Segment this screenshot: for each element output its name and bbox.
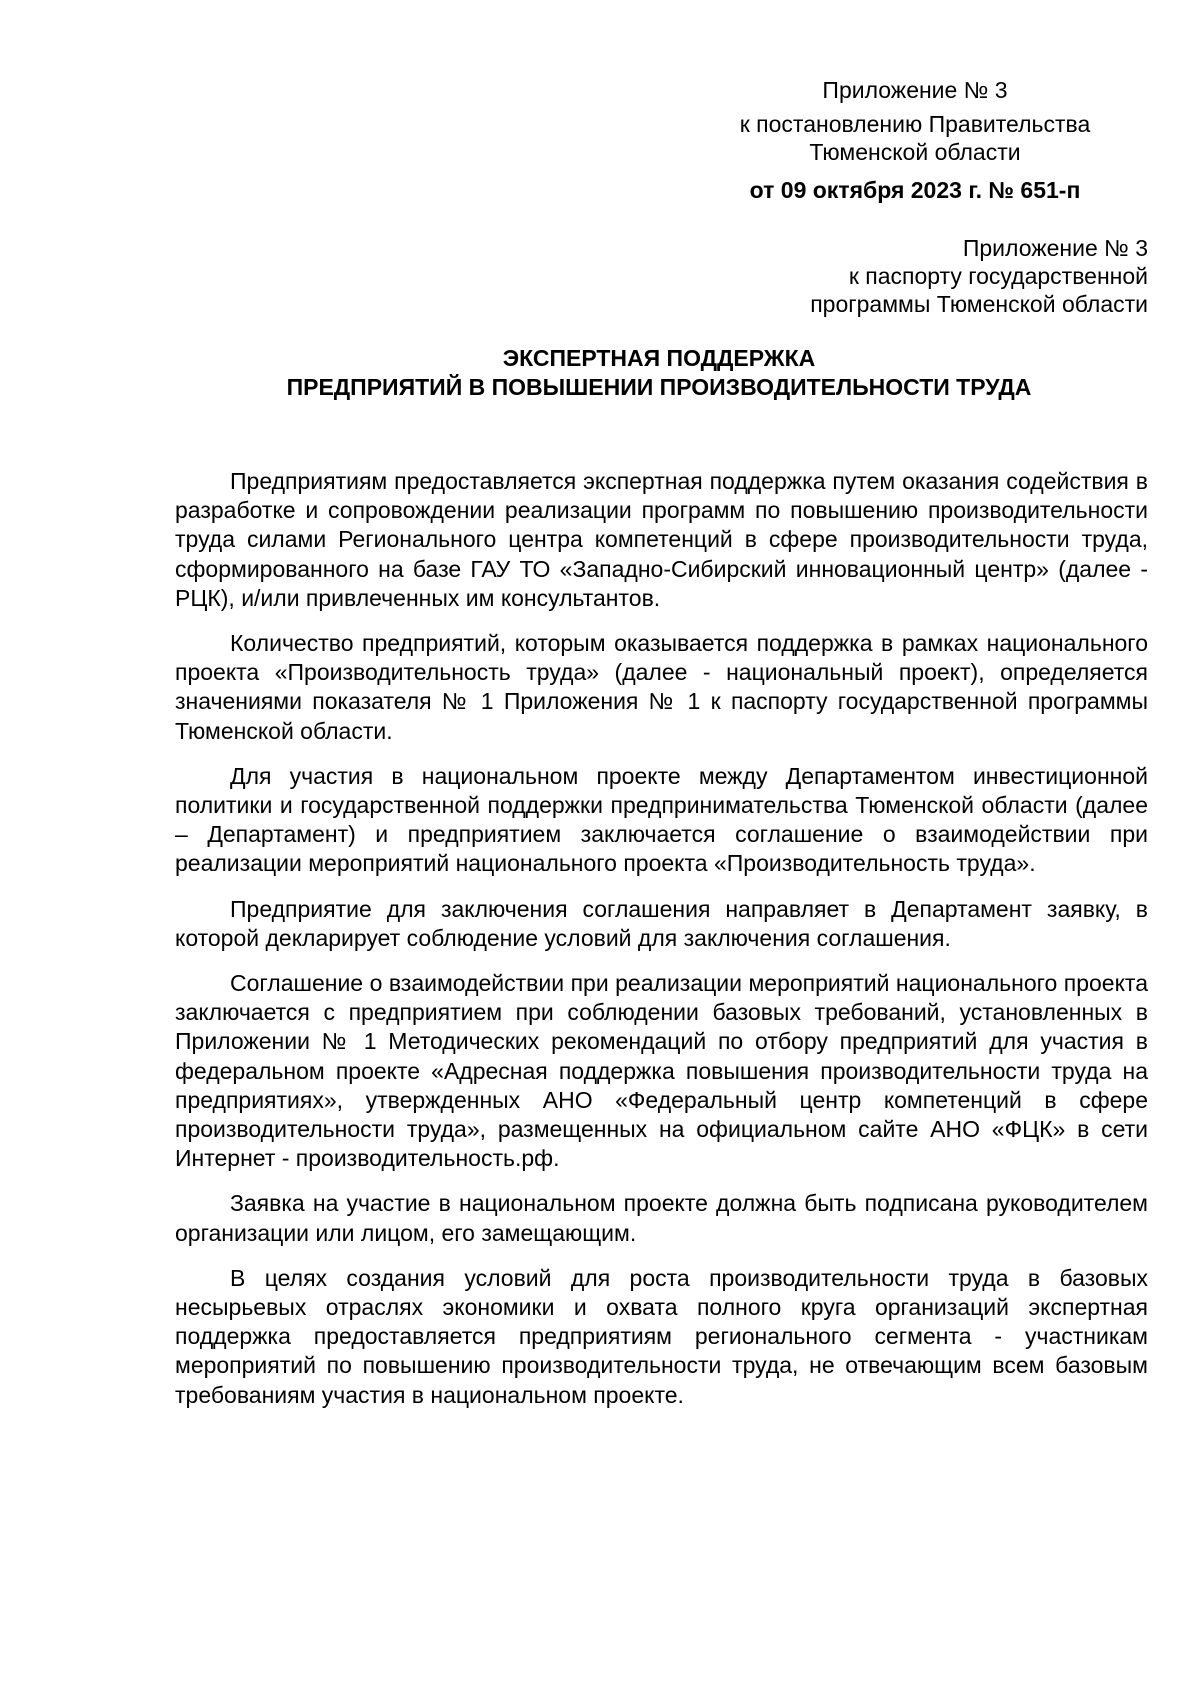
document-title-line2: ПРЕДПРИЯТИЙ В ПОВЫШЕНИИ ПРОИЗВОДИТЕЛЬНОСТИ ТРУДА bbox=[286, 374, 1032, 400]
paragraph-signature: Заявка на участие в национальном проекте должна быть подписана руководителем организации или лицом, его замещающим. bbox=[175, 1190, 1148, 1246]
decree-date: от 09 октября 2023 г. № 651-п bbox=[749, 177, 1081, 203]
decree-reference-line1: к постановлению Правительства bbox=[739, 111, 1091, 137]
passport-reference-line1: к паспорту государственной bbox=[848, 263, 1148, 289]
decree-reference-line2: Тюменской области bbox=[809, 139, 1021, 165]
paragraph-application: Предприятие для заключения соглашения направляет в Департамент заявку, в которой декларирует соблюдение условий для заключения соглашения. bbox=[175, 895, 1148, 951]
paragraph-expert-support: Предприятиям предоставляется экспертная поддержка путем оказания содействия в разработке и сопровождении реализации программ по повышению производительности труда силами Регионального центра компетенций в сфере производительности труда, сформированного на базе ГАУ ТО «Западно-Сибирский инновационный центр» (далее - РЦК), и/или привлеченных им консультантов. bbox=[175, 468, 1148, 611]
appendix2-label: Приложение № 3 bbox=[962, 235, 1148, 261]
passport-reference-line2: программы Тюменской области bbox=[810, 291, 1148, 317]
paragraph-enterprise-count: Количество предприятий, которым оказывается поддержка в рамках национального проекта «Производительность труда» (далее - национальный проект), определяется значениями показателя № 1 Приложения № 1 к паспорту государственной программы Тюменской области. bbox=[175, 630, 1148, 744]
paragraph-agreement: Для участия в национальном проекте между Департаментом инвестиционной политики и государственной поддержки предпринимательства Тюменской области (далее – Департамент) и предприятием заключается соглашение о взаимодействии при реализации мероприятий национального проекта «Производительность труда». bbox=[175, 762, 1148, 877]
document-title-line1: ЭКСПЕРТНАЯ ПОДДЕРЖКА bbox=[502, 345, 816, 371]
document-body bbox=[175, 467, 1148, 1426]
appendix-label: Приложение № 3 bbox=[822, 77, 1008, 103]
paragraph-requirements: Соглашение о взаимодействии при реализации мероприятий национального проекта заключается с предприятием при соблюдении базовых требований, установленных в Приложении № 1 Методических рекомендаций по отбору предприятий для участия в федеральном проекте «Адресная поддержка повышения производительности труда на предприятиях», утвержденных АНО «Федеральный центр компетенций в сфере производительности труда», размещенных на официальном сайте АНО «ФЦК» в сети Интернет - производительность.рф. bbox=[175, 970, 1148, 1172]
paragraph-regional-segment: В целях создания условий для роста производительности труда в базовых несырьевых отраслях экономики и охвата полного круга организаций экспертная поддержка предоставляется предприятиям регионального сегмента - участникам мероприятий по повышению производительности труда, не отвечающим всем базовым требованиям участия в национальном проекте. bbox=[175, 1264, 1148, 1408]
